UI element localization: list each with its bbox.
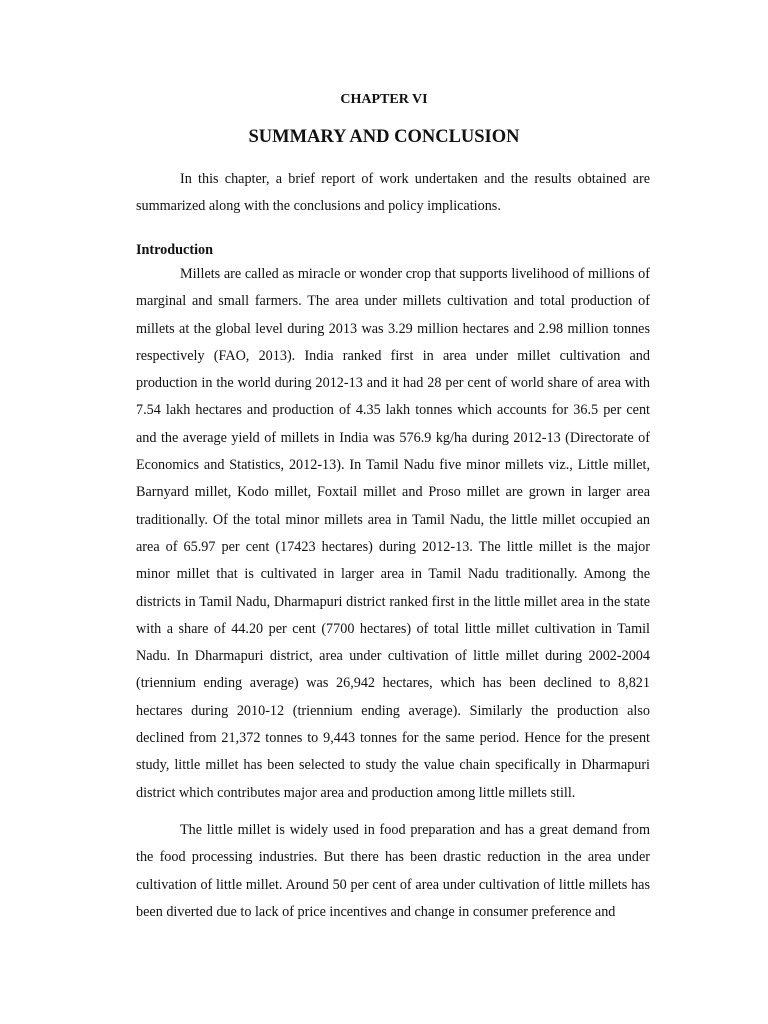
section-heading-introduction: Introduction (136, 242, 213, 258)
paragraph-millets: Millets are called as miracle or wonder crop that supports livelihood of millions of marginal and small farmers. The area under millets cultivation and total production of millets at the global level during 2013 was 3.29 million hectares and 2.98 million tonnes respectively (FAO, 2013). India ranked first in area under millet cultivation and production in the world during 2012-13 and it had 28 per cent of world share of area with 7.54 lakh hectares and production of 4.35 lakh tonnes which accounts for 36.5 per cent and the average yield of millets in India was 576.9 kg/ha during 2012-13 (Directorate of Economics and Statistics, 2012-13). In Tamil Nadu five minor millets viz., Little millet, Barnyard millet, Kodo millet, Foxtail millet and Proso millet are grown in larger area traditionally. Of the total minor millets area in Tamil Nadu, the little millet occupied an area of 65.97 per cent (17423 hectares) during 2012-13. The little millet is the major minor millet that is cultivated in larger area in Tamil Nadu traditionally. Among the districts in Tamil Nadu, Dharmapuri district ranked first in the little millet area in the state with a share of 44.20 per cent (7700 hectares) of total little millet cultivation in Tamil Nadu. In Dharmapuri district, area under cultivation of little millet during 2002-2004 (triennium ending average) was 26,942 hectares, which has been declined to 8,821 hectares during 2010-12 (triennium ending average). Similarly the production also declined from 21,372 tonnes to 9,443 tonnes for the same period. Hence for the present study, little millet has been selected to study the value chain specifically in Dharmapuri district which contributes major area and production among little millets still. (136, 266, 650, 801)
chapter-title: SUMMARY AND CONCLUSION (248, 127, 520, 147)
paragraph-millets-block (136, 261, 650, 807)
intro-paragraph-block (136, 166, 650, 221)
paragraph-little-millet-block (136, 817, 650, 926)
chapter-label: CHAPTER VI (340, 92, 428, 107)
paragraph-little-millet: The little millet is widely used in food preparation and has a great demand from the food processing industries. But there has been drastic reduction in the area under cultivation of little millet. Around 50 per cent of area under cultivation of little millets has been diverted due to lack of price incentives and change in consumer preference and (136, 822, 650, 920)
intro-paragraph: In this chapter, a brief report of work undertaken and the results obtained are summarized along with the conclusions and policy implications. (136, 171, 650, 215)
